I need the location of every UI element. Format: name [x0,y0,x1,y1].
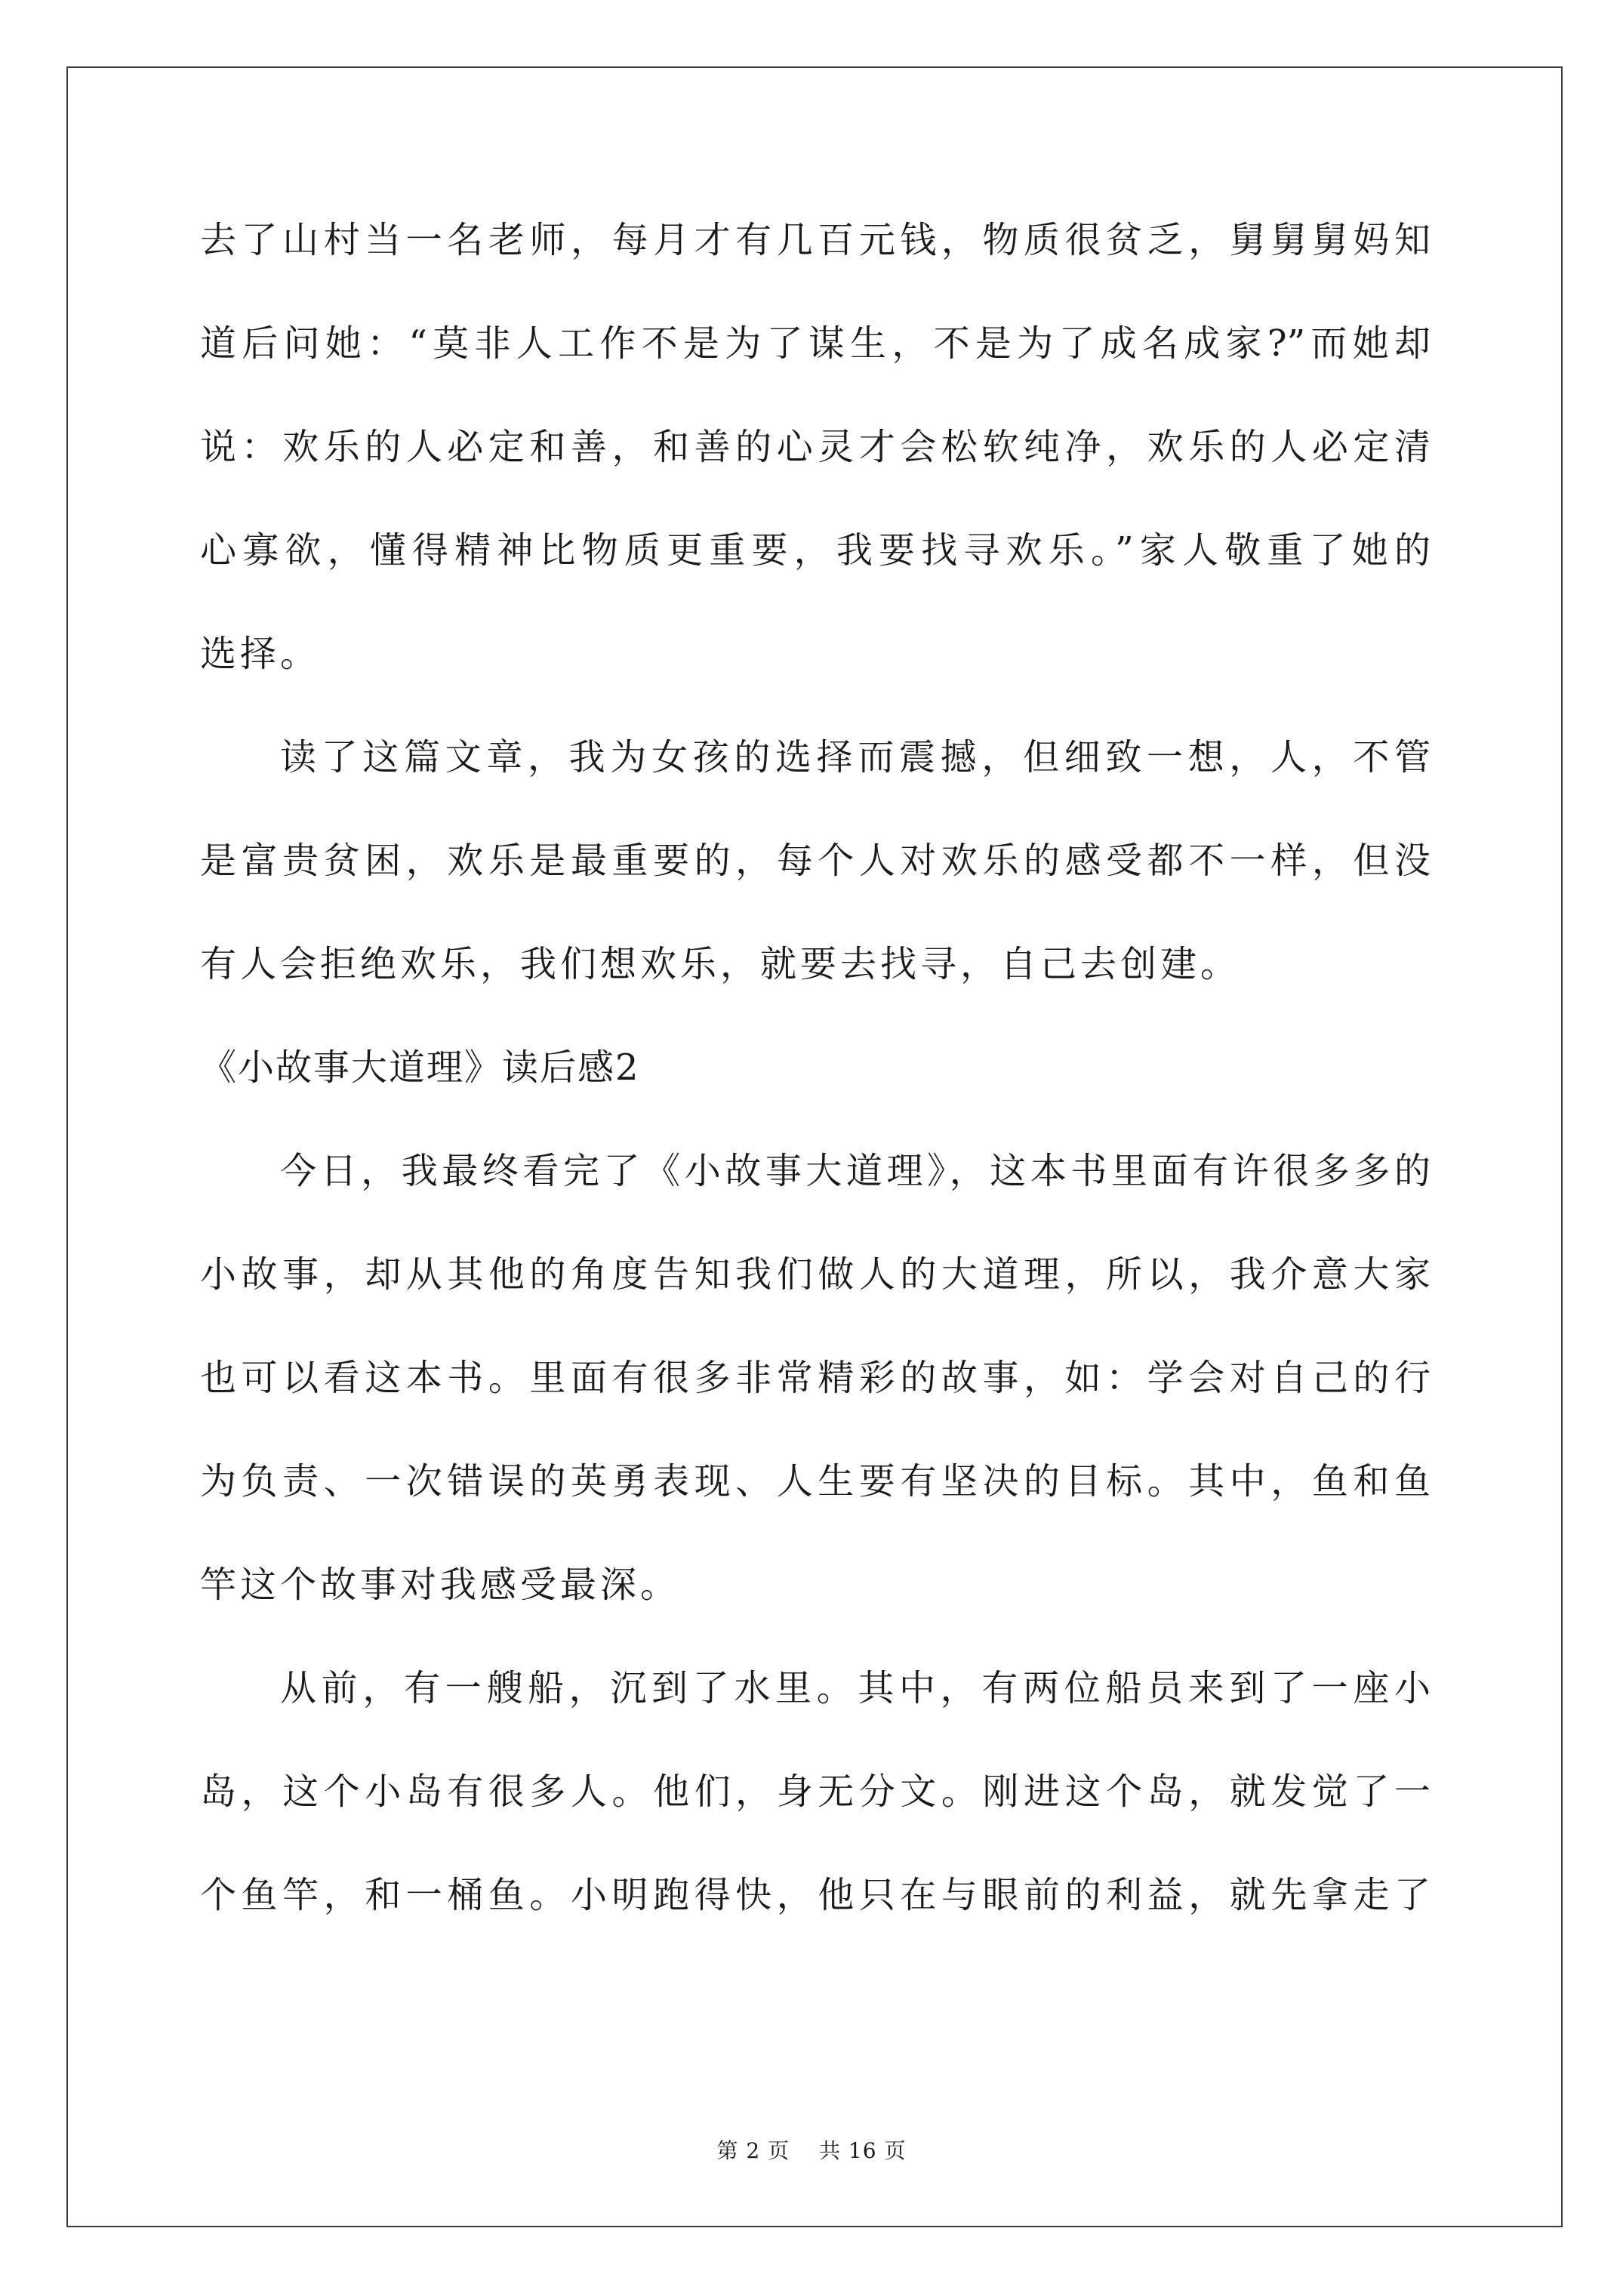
paragraph-first-line: 今日，我最终看完了《小故事大道理》，这本书里面有许很多多的 [280,1150,1431,1192]
text-line: 有人会拒绝欢乐，我们想欢乐，就要去找寻，自己去创建。 [200,943,1241,985]
text-line: 岛，这个小岛有很多人。他们，身无分文。刚进这个岛，就发觉了一 [200,1771,1431,1813]
paragraph-first-line: 读了这篇文章，我为女孩的选择而震撼，但细致一想，人，不管 [280,736,1431,778]
paragraph-first-line: 从前，有一艘船，沉到了水里。其中，有两位船员来到了一座小 [280,1667,1431,1709]
text-line: 心寡欲，懂得精神比物质更重要，我要找寻欢乐。”家人敬重了她的 [200,529,1431,572]
text-line: 小故事，却从其他的角度告知我们做人的大道理，所以，我介意大家 [200,1253,1431,1296]
text-line: 选择。 [200,633,321,675]
page-number-footer: 第 2 页 共 16 页 [716,2138,907,2163]
text-line: 说：欢乐的人必定和善，和善的心灵才会松软纯净，欢乐的人必定清 [200,426,1431,468]
text-line: 也可以看这本书。里面有很多非常精彩的故事，如：学会对自己的行 [200,1357,1431,1399]
section-heading: 《小故事大道理》读后感2 [200,1046,640,1089]
text-line: 个鱼竿，和一桶鱼。小明跑得快，他只在与眼前的利益，就先拿走了 [200,1874,1431,1916]
text-line: 竿这个故事对我感受最深。 [200,1564,681,1606]
text-line: 去了山村当一名老师，每月才有几百元钱，物质很贫乏，舅舅舅妈知 [200,219,1431,261]
document-body [200,219,1431,1977]
text-line: 是富贵贫困，欢乐是最重要的，每个人对欢乐的感受都不一样，但没 [200,840,1431,882]
text-line: 为负责、一次错误的英勇表现、人生要有坚决的目标。其中，鱼和鱼 [200,1460,1431,1502]
text-line: 道后问她：“莫非人工作不是为了谋生，不是为了成名成家?”而她却 [200,322,1431,365]
